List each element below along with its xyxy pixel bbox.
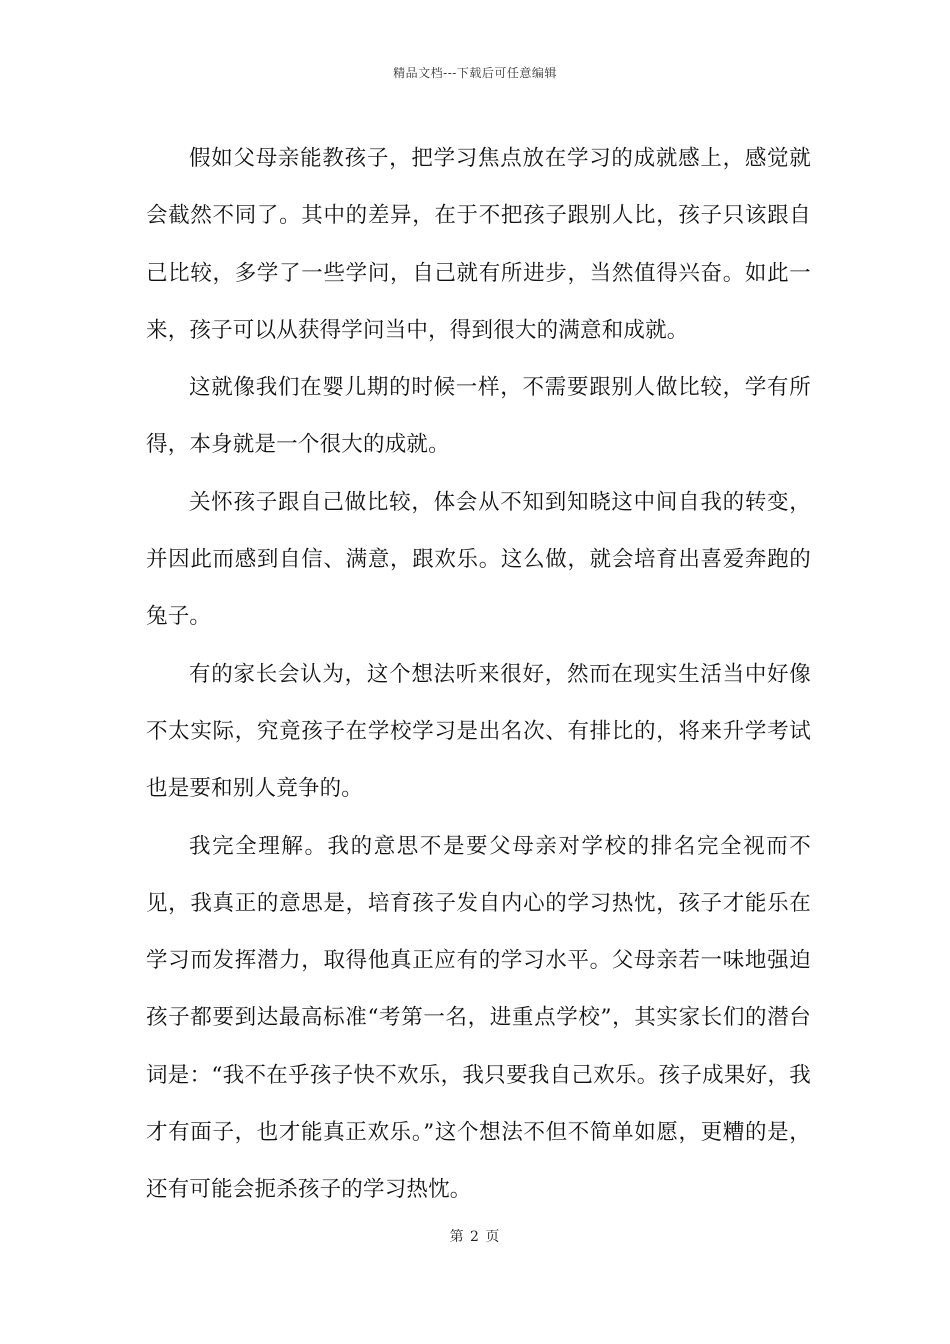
paragraph-3: 关怀孩子跟自己做比较，体会从不知到知晓这中间自我的转变，并因此而感到自信、满意，跟欢乐。这么做，就会培育出喜爱奔跑的兔子。 — [146, 489, 811, 630]
document-body — [146, 130, 811, 1219]
paragraph-1: 假如父母亲能教孩子，把学习焦点放在学习的成就感上，感觉就会截然不同了。其中的差异，在于不把孩子跟别人比，孩子只该跟自己比较，多学了一些学问，自己就有所进步，当然值得兴奋。如此一来，孩子可以从获得学问当中，得到很大的满意和成就。 — [146, 146, 811, 343]
paragraph-4: 有的家长会认为，这个想法听来很好，然而在现实生活当中好像不太实际，究竟孩子在学校学习是出名次、有排比的，将来升学考试也是要和别人竞争的。 — [146, 661, 811, 802]
paragraph-2: 这就像我们在婴儿期的时候一样，不需要跟别人做比较，学有所得，本身就是一个很大的成就。 — [146, 375, 811, 458]
paragraph-5: 我完全理解。我的意思不是要父母亲对学校的排名完全视而不见，我真正的意思是，培育孩子发自内心的学习热忱，孩子才能乐在学习而发挥潜力，取得他真正应有的学习水平。父母亲若一味地强迫孩子都要到达最高标准“考第一名，进重点学校”，其实家长们的潜台词是：“我不在乎孩子快不欢乐，我只要我自己欢乐。孩子成果好，我才有面子，也才能真正欢乐。”这个想法不但不简单如愿，更糟的是，还有可能会扼杀孩子的学习热忱。 — [146, 833, 811, 1203]
page-number: 第 2 页 — [449, 1229, 501, 1245]
page-header: 精品文档---下载后可任意编辑 — [393, 66, 557, 80]
